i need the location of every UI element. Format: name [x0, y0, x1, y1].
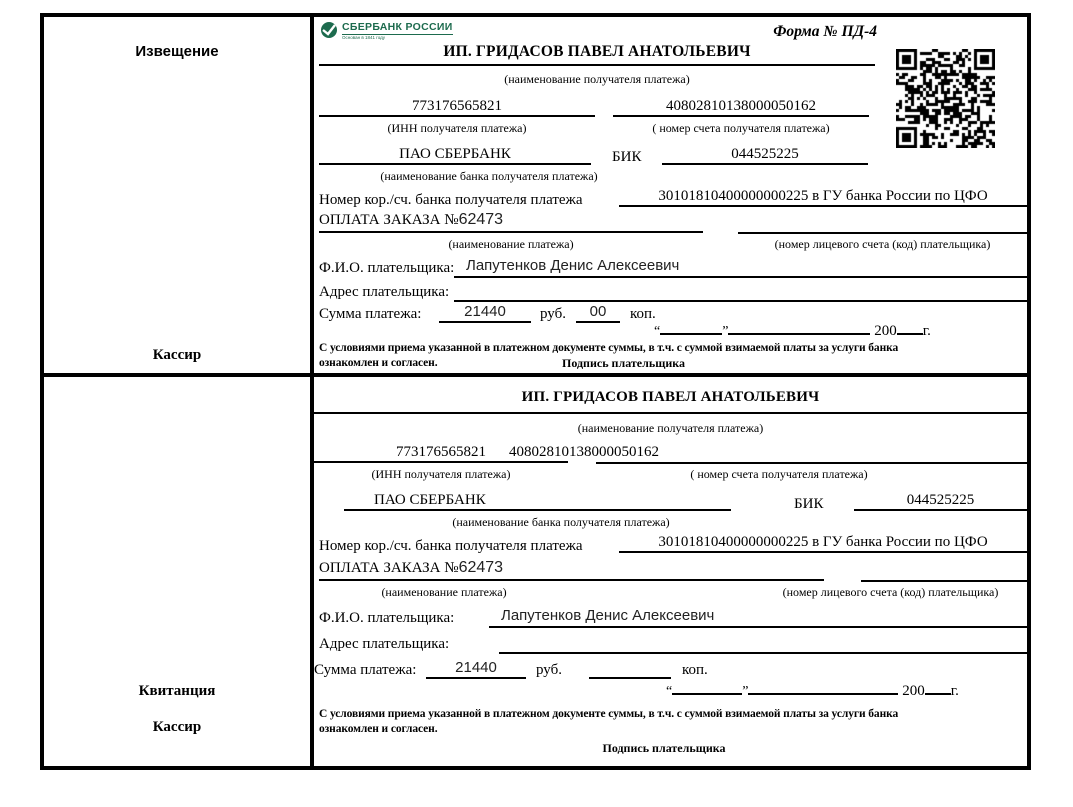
- inn-caption: (ИНН получателя платежа): [371, 467, 511, 481]
- purpose-number: 62473: [458, 559, 504, 576]
- inn-value: 773176565821: [319, 97, 595, 117]
- personal-caption: (номер лицевого счета (код) плательщика): [782, 585, 999, 599]
- sum-label: Сумма платежа:: [314, 662, 417, 678]
- payer-name-value: Лапутенков Денис Алексеевич: [454, 257, 1027, 278]
- notice-title: Извещение: [135, 43, 219, 60]
- address-field: [454, 281, 1027, 302]
- notice-stub-cell: [44, 17, 314, 377]
- corr-value: 30101810400000000225 в ГУ банка России по ЦФО: [619, 533, 1027, 553]
- cashier-label-bottom: Кассир: [152, 719, 202, 735]
- personal-account-field: [861, 559, 1027, 582]
- recipient-caption: (наименование получателя платежа): [504, 72, 690, 86]
- sberbank-logo-text: СБЕРБАНК РОССИИ: [342, 21, 453, 33]
- signature-label: Подпись плательщика: [562, 356, 685, 370]
- date-line: [666, 679, 959, 700]
- bank-name: ПАО СБЕРБАНК: [344, 491, 731, 511]
- qr-code: [896, 49, 995, 148]
- corr-label: Номер кор./сч. банка получателя платежа: [319, 538, 583, 554]
- fio-label: Ф.И.О. плательщика:: [319, 610, 455, 626]
- personal-account-field: [738, 211, 1027, 234]
- personal-caption: (номер лицевого счета (код) плательщика): [774, 237, 991, 251]
- rub-label: руб.: [540, 306, 566, 322]
- form-code-label: Форма № ПД-4: [773, 23, 877, 40]
- bank-caption: (наименование банка получателя платежа): [380, 169, 598, 183]
- purpose-field: [319, 559, 824, 581]
- quote-close: ”: [722, 324, 729, 339]
- account-caption: ( номер счета получателя платежа): [652, 121, 830, 135]
- cashier-label-top: Кассир: [152, 347, 202, 363]
- agreement-line2: ознакомлен и согласен.: [319, 723, 438, 735]
- agreement-line2: ознакомлен и согласен.: [319, 357, 438, 369]
- quote-close: ”: [742, 684, 749, 699]
- notice-form-cell: [314, 17, 1027, 377]
- account-value: 40802810138000050162: [613, 97, 869, 117]
- year-suffix: г.: [950, 683, 959, 699]
- amount-rub-value: 21440: [426, 659, 526, 679]
- inn-value: 773176565821: [314, 443, 568, 463]
- address-label: Адрес плательщика:: [319, 636, 450, 652]
- bank-name: ПАО СБЕРБАНК: [319, 145, 591, 165]
- amount-kop-value: [589, 659, 671, 679]
- sberbank-logo-tagline: Основан в 1841 году: [342, 35, 386, 40]
- signature-label: Подпись плательщика: [602, 741, 726, 755]
- purpose-caption: (наименование платежа): [448, 237, 574, 251]
- agreement-line1: С условиями приема указанной в платежном документе суммы, в т.ч. с суммой взимаемой платы за услуги банка: [319, 342, 899, 354]
- recipient-name: ИП. ГРИДАСОВ ПАВЕЛ АНАТОЛЬЕВИЧ: [319, 43, 875, 66]
- payment-form-pd4: [40, 13, 1031, 770]
- year-prefix: 200: [874, 323, 897, 339]
- bik-value: 044525225: [854, 491, 1027, 511]
- kop-label: коп.: [630, 306, 656, 322]
- address-label: Адрес плательщика:: [319, 284, 450, 300]
- kop-label: коп.: [682, 662, 708, 678]
- inn-caption: (ИНН получателя платежа): [387, 121, 527, 135]
- bik-label: БИК: [794, 496, 824, 512]
- bik-label: БИК: [612, 149, 642, 165]
- account-value: 40802810138000050162: [509, 444, 659, 460]
- receipt-title: Квитанция: [138, 683, 216, 699]
- agreement-line1: С условиями приема указанной в платежном документе суммы, в т.ч. с суммой взимаемой платы за услуги банка: [319, 708, 899, 720]
- purpose-field: [319, 211, 703, 233]
- fio-label: Ф.И.О. плательщика:: [319, 260, 455, 276]
- sberbank-logo: [320, 21, 453, 40]
- quote-open: “: [666, 684, 673, 699]
- receipt-form-cell: [314, 377, 1027, 766]
- quote-open: “: [654, 324, 661, 339]
- purpose-label: ОПЛАТА ЗАКАЗА №: [319, 212, 459, 228]
- purpose-number: 62473: [458, 211, 504, 228]
- amount-kop-value: 00: [576, 303, 620, 323]
- bank-caption: (наименование банка получателя платежа): [452, 515, 670, 529]
- recipient-caption: (наименование получателя платежа): [577, 421, 764, 435]
- recipient-name: ИП. ГРИДАСОВ ПАВЕЛ АНАТОЛЬЕВИЧ: [314, 389, 1027, 414]
- address-field: [499, 633, 1027, 654]
- corr-label: Номер кор./сч. банка получателя платежа: [319, 192, 583, 208]
- year-suffix: г.: [922, 323, 931, 339]
- receipt-stub-cell: [44, 377, 314, 766]
- bik-value: 044525225: [662, 145, 868, 165]
- sberbank-logo-icon: [320, 21, 338, 39]
- sum-label: Сумма платежа:: [319, 306, 422, 322]
- date-line: [654, 319, 931, 340]
- account-caption: ( номер счета получателя платежа): [690, 467, 868, 481]
- year-prefix: 200: [902, 683, 925, 699]
- rub-label: руб.: [536, 662, 562, 678]
- corr-value: 30101810400000000225 в ГУ банка России по ЦФО: [619, 187, 1027, 207]
- amount-rub-value: 21440: [439, 303, 531, 323]
- payer-name-value: Лапутенков Денис Алексеевич: [489, 607, 1027, 628]
- purpose-label: ОПЛАТА ЗАКАЗА №: [319, 560, 459, 576]
- purpose-caption: (наименование платежа): [381, 585, 507, 599]
